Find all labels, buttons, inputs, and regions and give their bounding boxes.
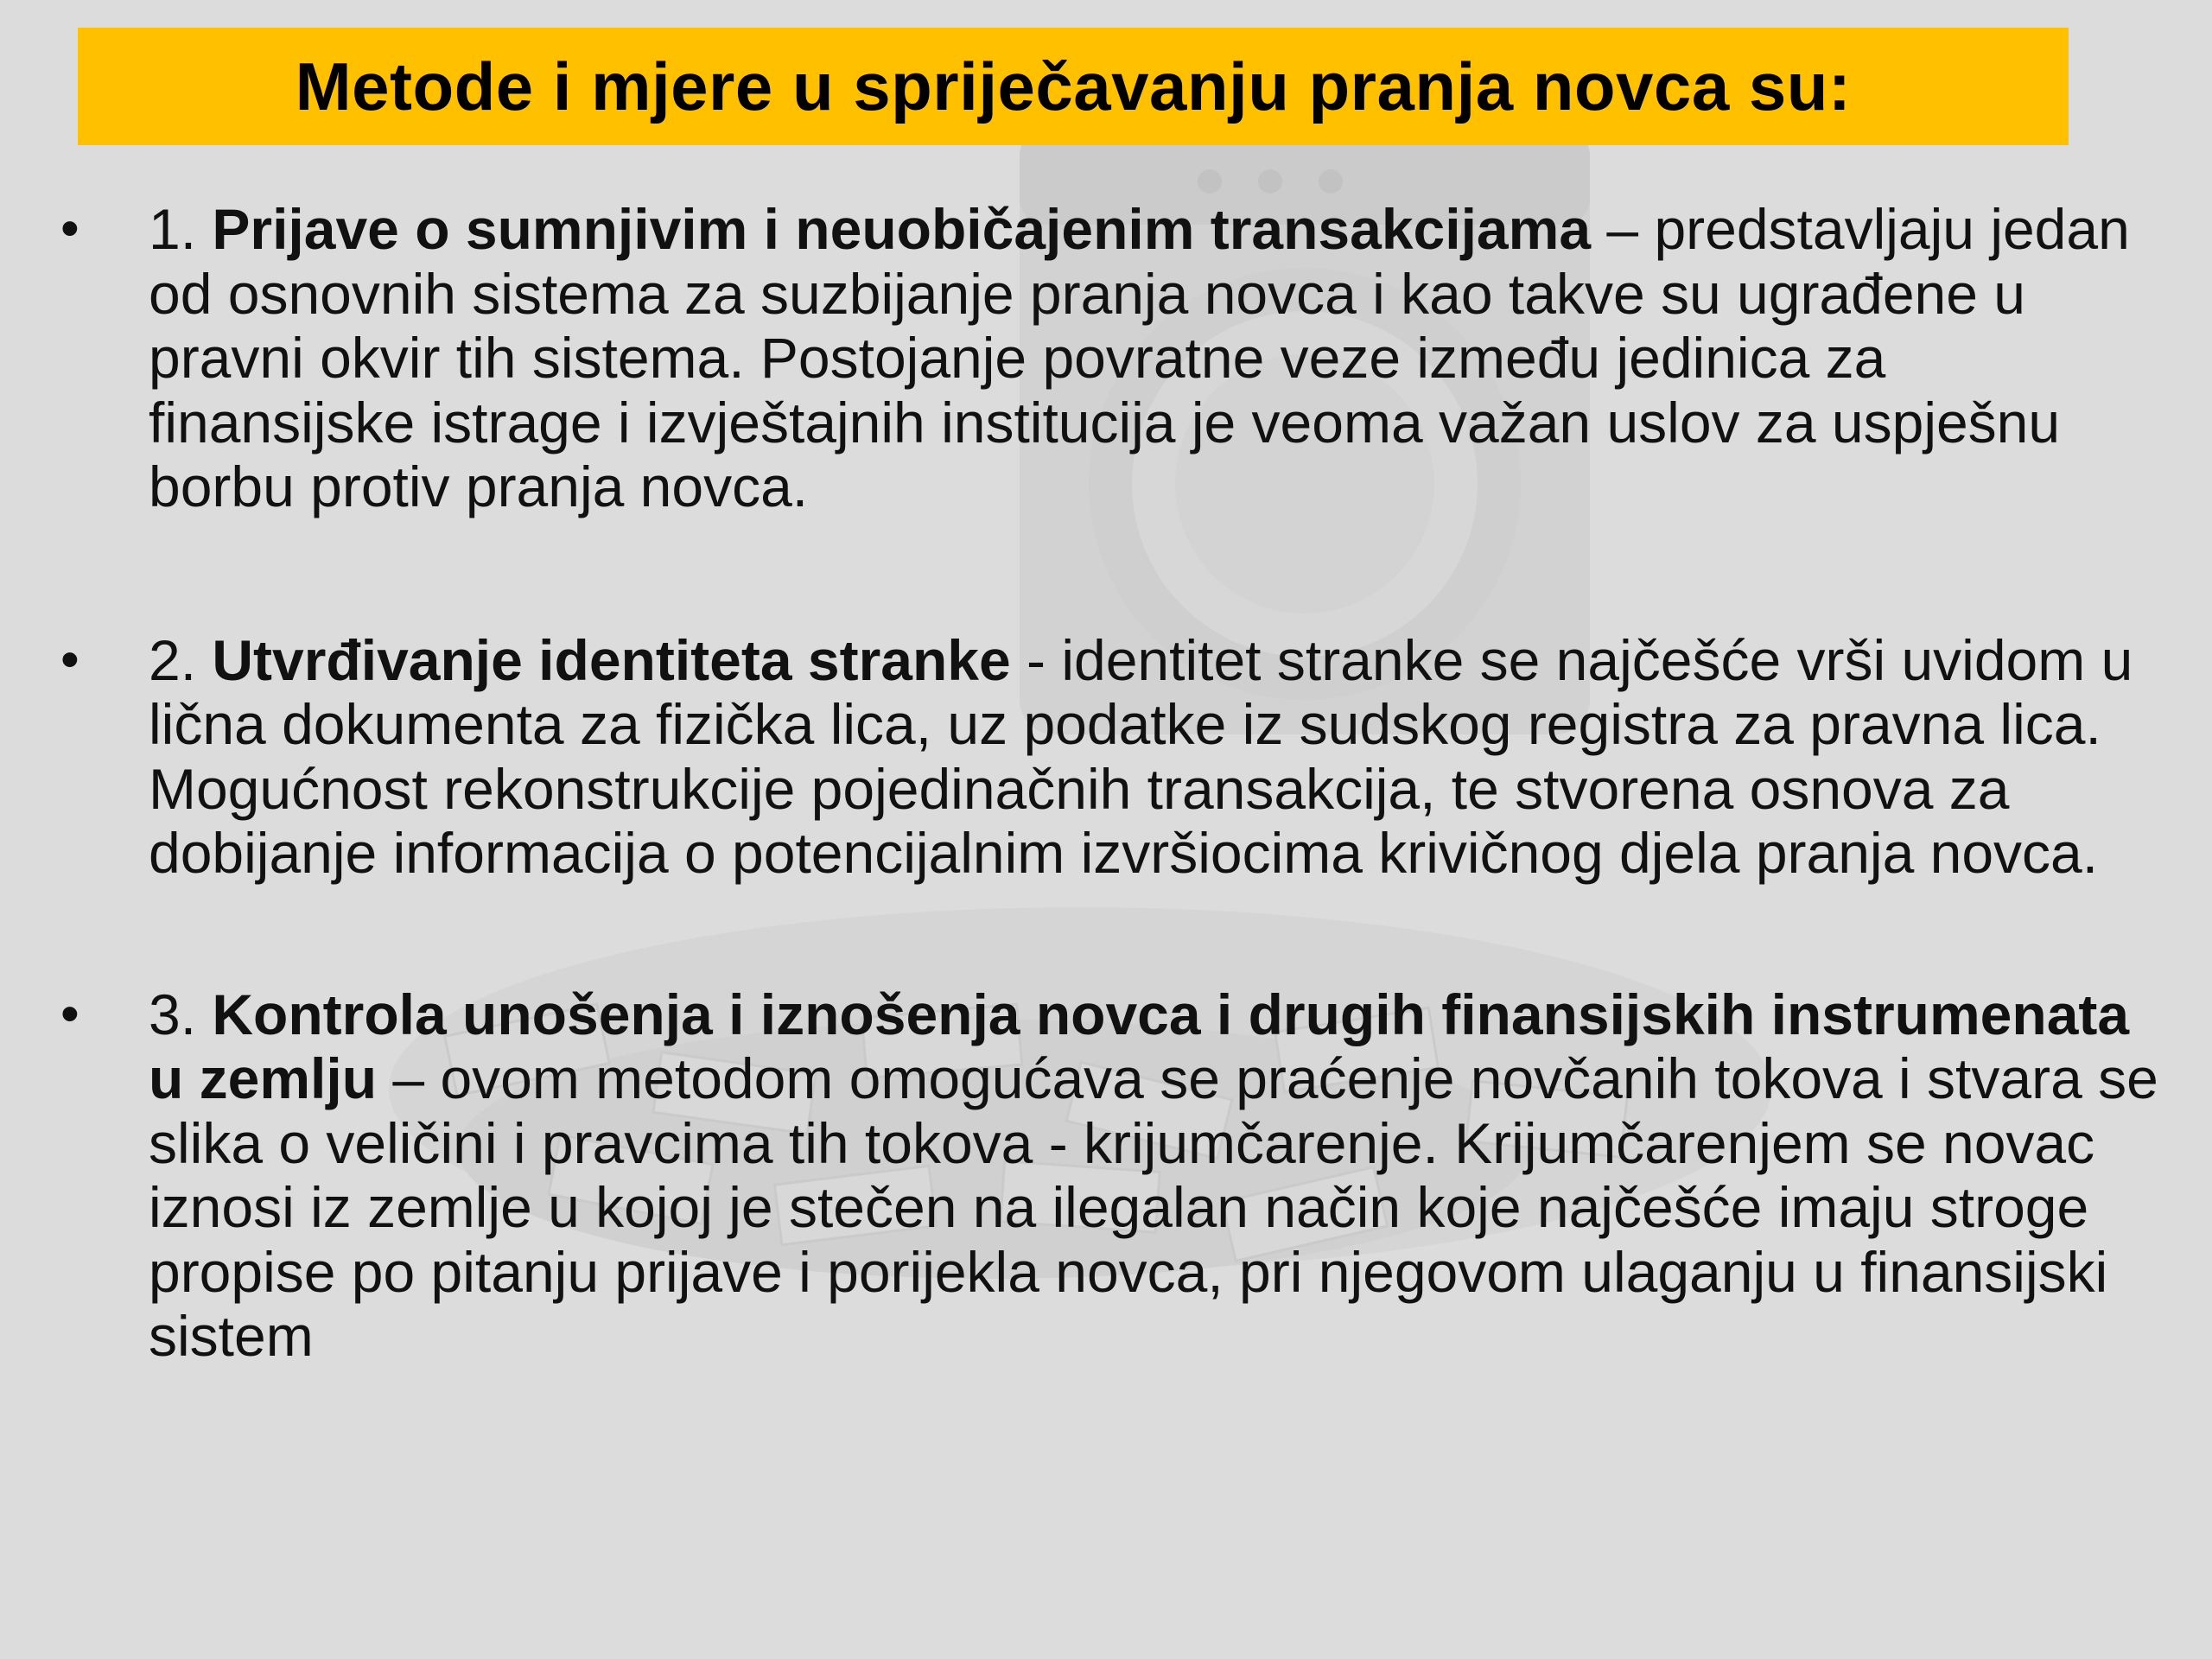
item-number: 3. [149,982,197,1046]
item-number: 2. [149,627,197,692]
bullet-item-2 [60,628,2160,886]
bullet-icon: • [60,983,79,1044]
item-separator: – [1606,197,1639,261]
item-separator: – [392,1046,425,1110]
bullet-icon: • [60,629,79,690]
item-text: identitet stranke se najčešće vrši uvidom u lična dokumenta za fizička lica, uz podatke iz sudskog registra za pravna lica. Mogućnost rekonstrukcije pojedinačnih transakcija, te stvorena osnova za dobijanje informacija o potencijalnim izvršiocima krivičnog djela pranja novca. [149,627,2133,885]
bullet-item-3 [60,982,2160,1369]
item-text: predstavljaju jedan od osnovnih sistema za suzbijanje pranja novca i kao takve su ugrađene u pravni okvir tih sistema. Postojanje povratne veze između jedinica za finansijske istrage i izvještajnih institucija je veoma važan uslov za uspješnu borbu protiv pranja novca. [149,197,2130,518]
item-heading: Kontrola unošenja i iznošenja novca i drugih finansijskih instrumenata u zemlju [149,982,2130,1110]
item-heading: Utvrđivanje identiteta stranke [212,627,1011,692]
slide-title: Metode i mjere u spriječavanju pranja novca su: [295,48,1852,124]
title-bar [78,28,2069,145]
bullet-list [60,197,2160,1369]
bullet-item-1 [60,197,2160,519]
item-text: ovom metodom omogućava se praćenje novčanih tokova i stvara se slika o veličini i pravcima tih tokova - krijumčarenje. Krijumčarenjem se novac iznosi iz zemlje u kojoj je stečen na ilegalan način koje najčešće imaju stroge propise po pitanju prijave i porijekla novca, pri njegovom ulaganju u finansijski sistem [149,1046,2158,1368]
item-heading: Prijave o sumnjivim i neuobičajenim transakcijama [212,197,1592,261]
item-separator: - [1027,627,1046,692]
bullet-icon: • [60,199,79,258]
item-number: 1. [149,197,197,261]
